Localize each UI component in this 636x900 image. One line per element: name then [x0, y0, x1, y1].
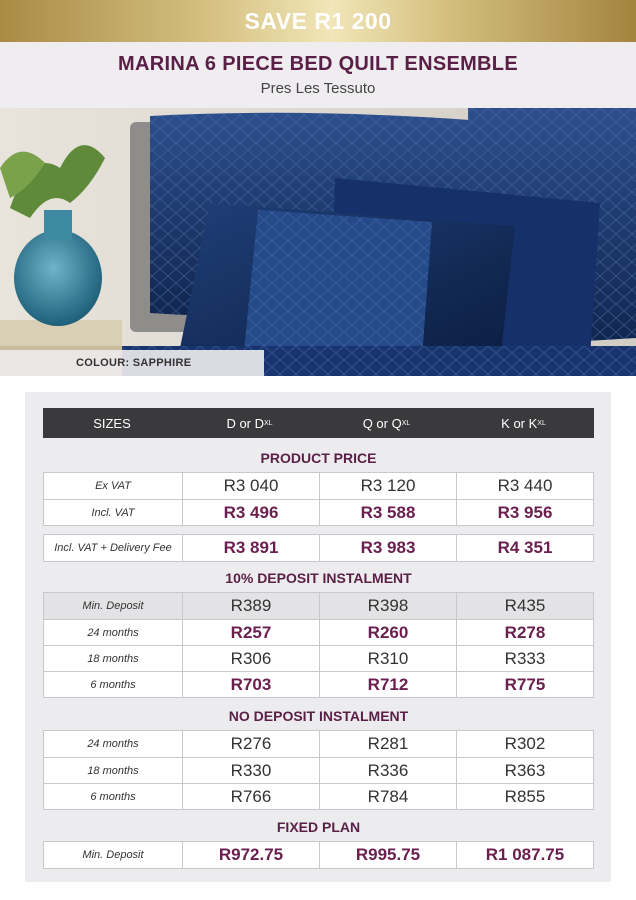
section-deposit-instalment: 10% DEPOSIT INSTALMENT [225, 570, 412, 586]
table-row: Incl. VAT R3 496 R3 588 R3 956 [44, 499, 593, 525]
product-title: MARINA 6 PIECE BED QUILT ENSEMBLE [118, 53, 518, 75]
fixed-plan-table [43, 841, 594, 869]
table-row: Ex VAT R3 040 R3 120 R3 440 [44, 473, 593, 499]
table-row: 24 months R276 R281 R302 [44, 731, 593, 757]
bedding-illustration [0, 108, 636, 376]
table-row: 6 months R766 R784 R855 [44, 783, 593, 809]
product-subtitle: Pres Les Tessuto [260, 80, 376, 97]
colour-label-text: COLOUR: SAPPHIRE [76, 357, 192, 369]
sizes-header-row [43, 408, 594, 438]
section-product-price: PRODUCT PRICE [260, 450, 377, 466]
delivery-price-table [43, 534, 594, 562]
section-fixed-plan: FIXED PLAN [276, 819, 361, 835]
table-row: Min. Deposit R972.75 R995.75 R1 087.75 [44, 842, 593, 868]
product-price-table [43, 472, 594, 526]
table-row: 6 months R703 R712 R775 [44, 671, 593, 697]
table-row: 18 months R330 R336 R363 [44, 757, 593, 783]
pricing-panel [25, 392, 611, 882]
table-row: 18 months R306 R310 R333 [44, 645, 593, 671]
no-deposit-table [43, 730, 594, 810]
header-double: D or D XL [226, 415, 273, 431]
table-row: 24 months R257 R260 R278 [44, 619, 593, 645]
header-sizes: SIZES [93, 415, 131, 431]
product-header [0, 42, 636, 108]
table-row: Min. Deposit R389 R398 R435 [44, 593, 593, 619]
product-image [0, 108, 636, 376]
section-no-deposit: NO DEPOSIT INSTALMENT [228, 708, 409, 724]
save-banner [0, 0, 636, 42]
save-banner-text: SAVE R1 200 [244, 7, 392, 34]
header-queen: Q or Q XL [362, 415, 411, 431]
colour-label [0, 350, 264, 376]
header-king: K or K XL [501, 415, 546, 431]
deposit-instalment-table [43, 592, 594, 698]
table-row: Incl. VAT + Delivery Fee R3 891 R3 983 R4 351 [44, 535, 593, 561]
